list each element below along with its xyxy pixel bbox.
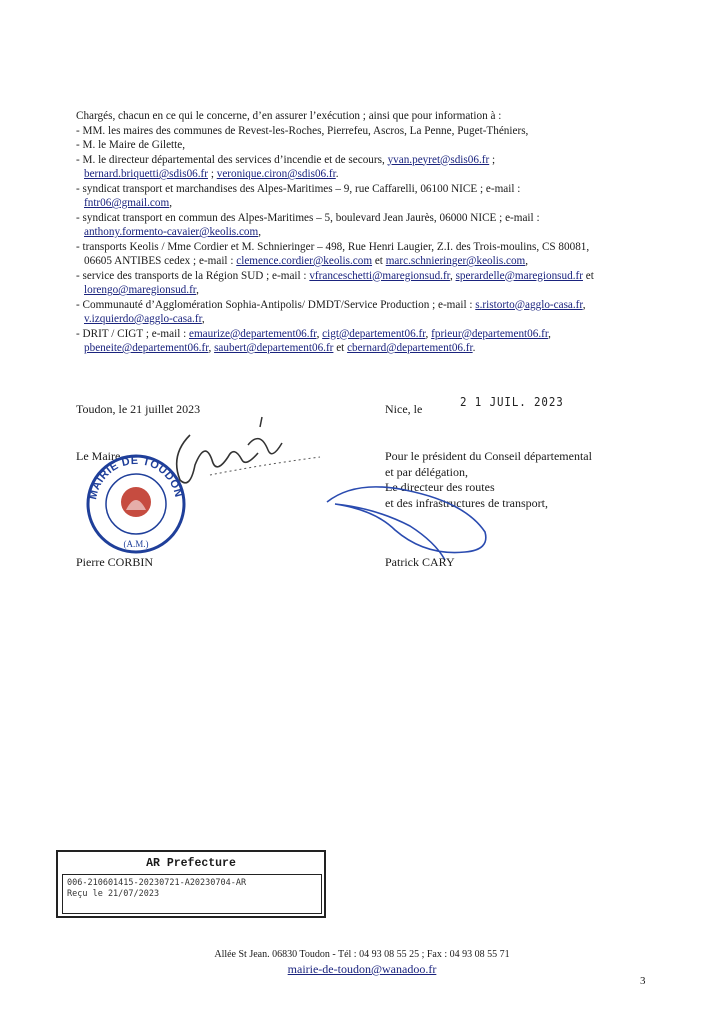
recipient-maires: - MM. les maires des communes de Revest-les-Roches, Pierrefeu, Ascros, La Penne, Puget-Théniers, [76, 124, 529, 137]
page-number: 3 [640, 975, 646, 987]
left-place-date: Toudon, le 21 juillet 2023 [76, 402, 201, 416]
director-signature-icon [315, 480, 495, 560]
recipient-keolis-cont: 06605 ANTIBES cedex ; e-mail : clemence.cordier@keolis.com et marc.schnieringer@keolis.com, [84, 255, 529, 267]
email-link[interactable]: fprieur@departement06.fr [431, 327, 549, 340]
distribution-list [76, 109, 650, 356]
email-link[interactable]: lorengo@maregionsud.fr [84, 284, 197, 296]
right-signatory-line: et des infrastructures de transport, [385, 495, 548, 510]
email-link[interactable]: emaurize@departement06.fr [189, 327, 317, 340]
left-signatory-title: Le Maire [76, 449, 121, 463]
recipient-sdis: - M. le directeur départemental des services d’incendie et de secours, yvan.peyret@sdis06.fr ; [76, 153, 496, 166]
footer-address: Allée St Jean. 06830 Toudon - Tél : 04 93 08 55 25 ; Fax : 04 93 08 55 71 [214, 949, 510, 960]
email-link[interactable]: pbeneite@departement06.fr [84, 342, 209, 354]
date-stamp: 2 1 JUIL. 2023 [460, 395, 564, 409]
mayor-name: Pierre CORBIN [76, 555, 153, 569]
email-link[interactable]: yvan.peyret@sdis06.fr [387, 153, 490, 166]
email-link[interactable]: saubert@departement06.fr [214, 342, 334, 354]
recipient-casa: - Communauté d’Agglomération Sophia-Antipolis/ DMDT/Service Production ; e-mail : s.ristorto@agglo-casa.fr, [76, 298, 586, 311]
footer-email-link[interactable]: mairie-de-toudon@wanadoo.fr [287, 962, 437, 976]
mayor-signature-icon [150, 405, 325, 495]
recipient-drit-cont: pbeneite@departement06.fr, saubert@departement06.fr et cbernard@departement06.fr. [84, 342, 476, 354]
email-link[interactable]: clemence.cordier@keolis.com [236, 255, 373, 267]
recipient-transport-email: anthony.formento-cavaier@keolis.com, [84, 226, 262, 238]
email-link[interactable]: vfranceschetti@maregionsud.fr [309, 269, 450, 282]
recipient-region-cont: lorengo@maregionsud.fr, [84, 284, 199, 296]
email-link[interactable]: marc.schnieringer@keolis.com [385, 255, 526, 267]
recipient-drit: - DRIT / CIGT ; e-mail : emaurize@departement06.fr, cigt@departement06.fr, fprieur@departement06.fr, [76, 327, 551, 340]
ar-received-date: Reçu le 21/07/2023 [67, 889, 160, 899]
seal-bottom-text: (A.M.) [123, 539, 149, 549]
recipient-fntr: - syndicat transport et marchandises des Alpes-Maritimes – 9, rue Caffarelli, 06100 NICE ; e-mail : [76, 182, 521, 195]
intro-text: Chargés, chacun en ce qui le concerne, d’en assurer l’exécution ; ainsi que pour information à : [76, 110, 502, 122]
recipient-transport: - syndicat transport en commun des Alpes-Maritimes – 5, boulevard Jean Jaurès, 06000 NICE ; e-mail : [76, 211, 540, 224]
recipient-casa-cont: v.izquierdo@agglo-casa.fr, [84, 313, 205, 325]
recipient-fntr-email: fntr06@gmail.com, [84, 197, 172, 209]
recipient-gilette: - M. le Maire de Gilette, [76, 139, 186, 151]
right-signatory-line: Pour le président du Conseil départemental [385, 449, 592, 463]
right-place: Nice, le [385, 402, 423, 416]
email-link[interactable]: cbernard@departement06.fr [347, 342, 473, 354]
ar-prefecture-stamp [56, 850, 326, 918]
ar-title: AR Prefecture [146, 857, 236, 870]
email-link[interactable]: v.izquierdo@agglo-casa.fr [84, 313, 202, 325]
ar-details [62, 874, 322, 914]
email-link[interactable]: bernard.briquetti@sdis06.fr [84, 168, 209, 180]
recipient-region: - service des transports de la Région SUD ; e-mail : vfranceschetti@maregionsud.fr, sperardelle@maregionsud.fr et [76, 269, 594, 282]
email-link[interactable]: sperardelle@maregionsud.fr [455, 269, 583, 282]
email-link[interactable]: anthony.formento-cavaier@keolis.com [84, 226, 259, 238]
seal-text: MAIRIE DE TOUDON [87, 454, 185, 501]
director-name: Patrick CARY [385, 555, 455, 569]
email-link[interactable]: veronique.ciron@sdis06.fr [216, 168, 336, 180]
right-signatory-line: et par délégation, [385, 464, 468, 479]
footer-email-wrapper [0, 962, 724, 977]
recipient-keolis: - transports Keolis / Mme Cordier et M. Schnieringer – 498, Rue Henri Laugier, Z.I. des Trois-moulins, CS 80081, [76, 240, 590, 253]
ar-reference: 006-210601415-20230721-A20230704-AR [67, 878, 247, 888]
email-link[interactable]: fntr06@gmail.com [84, 197, 170, 209]
email-link[interactable]: cigt@departement06.fr [322, 327, 426, 340]
right-signatory-line: Le directeur des routes [385, 480, 495, 494]
email-link[interactable]: s.ristorto@agglo-casa.fr [475, 298, 583, 311]
recipient-sdis-cont: bernard.briquetti@sdis06.fr ; veronique.ciron@sdis06.fr. [84, 168, 339, 180]
